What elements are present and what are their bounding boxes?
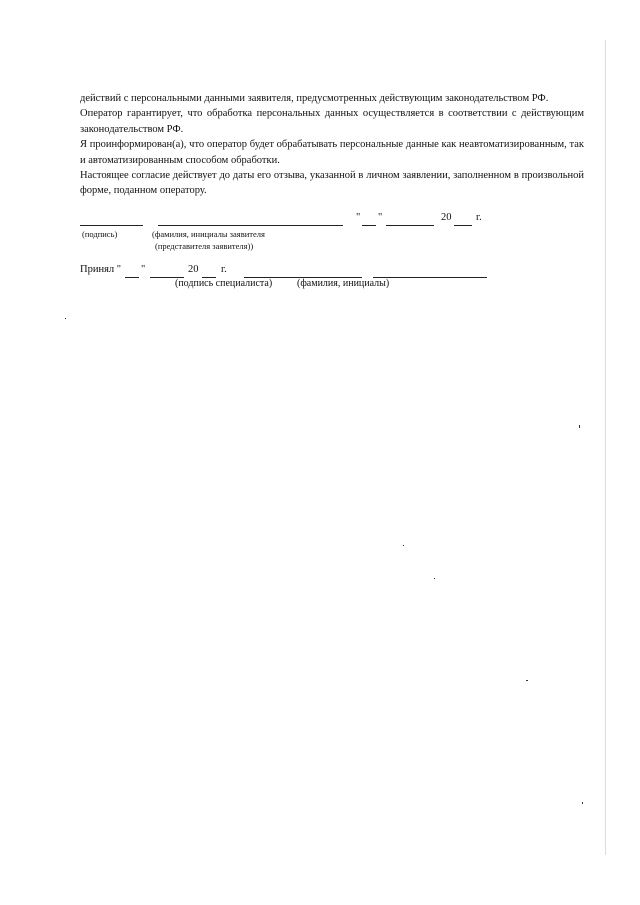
paragraph-informed: Я проинформирован(а), что оператор будет обрабатывать персональные данные как неавтоматизированным, так и автоматизированным способом обработки. [80, 139, 584, 166]
year-suffix: г. [476, 212, 482, 223]
name-caption: (фамилия, инициалы заявителя [152, 229, 265, 239]
accepted-year-suffix: г. [221, 264, 227, 275]
date-quote-close: " [378, 212, 383, 223]
paragraph-actions: действий с персональными данными заявителя, предусмотренных действующим законодательством РФ. [80, 93, 549, 104]
paragraph-guarantee: Оператор гарантирует, что обработка персональных данных осуществляется в соответствии с действующим законодательством РФ. [80, 108, 584, 135]
scan-speck [403, 545, 404, 546]
specialist-name-line [373, 277, 487, 278]
specialist-signature-caption: (подпись специалиста) [175, 278, 273, 289]
accepted-quote-close: " [141, 264, 146, 275]
scan-speck [65, 318, 66, 319]
year-line [454, 225, 472, 226]
accepted-block [80, 264, 500, 300]
month-line [386, 225, 434, 226]
signature-line [80, 225, 143, 226]
accepted-prefix: Принял " [80, 264, 122, 275]
representative-caption: (представителя заявителя)) [155, 241, 254, 251]
year-prefix: 20 [441, 212, 452, 223]
applicant-signature-block [80, 212, 600, 252]
name-line [158, 225, 343, 226]
scan-speck [434, 578, 435, 579]
scan-speck [526, 680, 528, 681]
accepted-year-prefix: 20 [188, 264, 199, 275]
consent-text [80, 91, 584, 199]
specialist-name-caption: (фамилия, инициалы) [297, 278, 390, 289]
scan-speck [579, 425, 580, 428]
accepted-day-line [125, 277, 139, 278]
scan-edge [605, 40, 606, 855]
day-line [362, 225, 376, 226]
signature-caption: (подпись) [82, 229, 118, 239]
paragraph-validity: Настоящее согласие действует до даты его отзыва, указанной в личном заявлении, заполненном в произвольной форме, поданном оператору. [80, 170, 584, 197]
date-quote-open: " [356, 212, 361, 223]
scan-speck [582, 802, 583, 804]
